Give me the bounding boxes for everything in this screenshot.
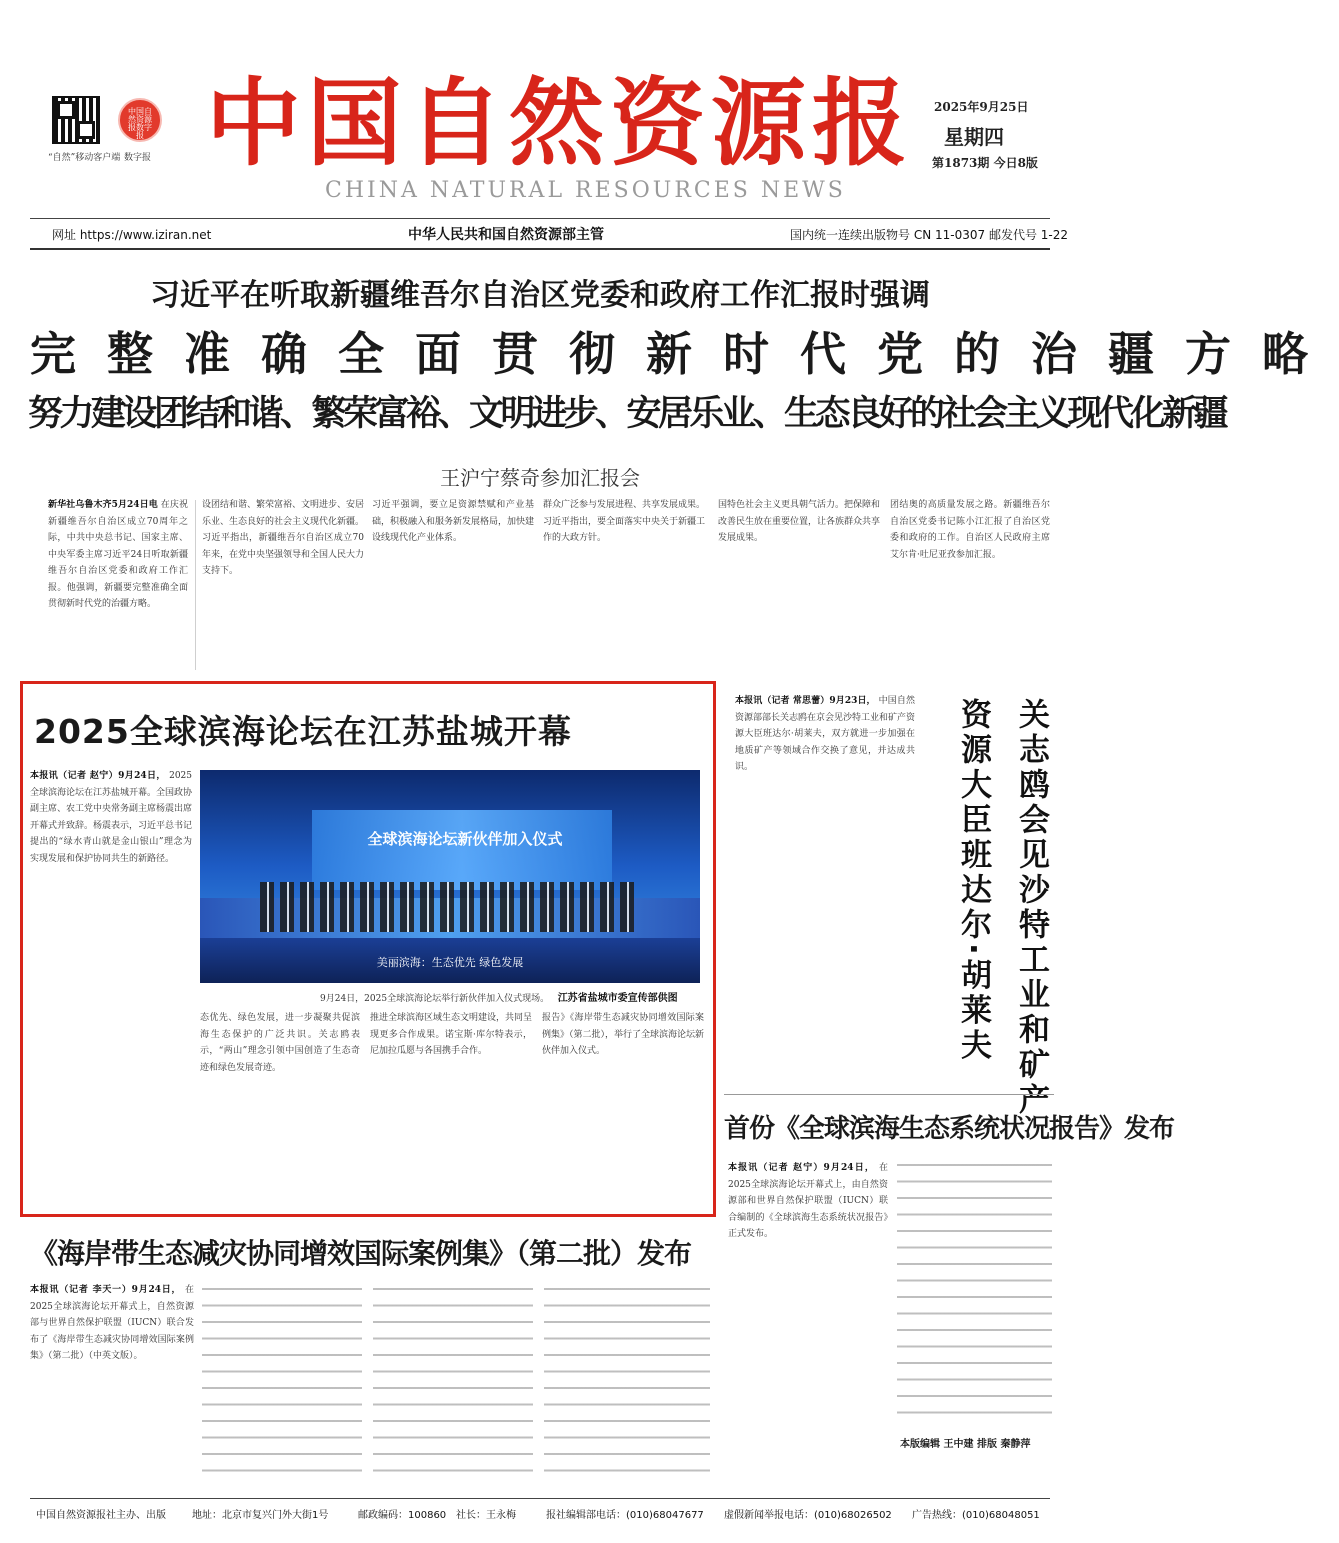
issue-weekday: 星期四	[944, 125, 1004, 149]
forum-column-2	[200, 1010, 360, 1206]
footer-report-phone: 虚假新闻举报电话：(010)68026502	[724, 1510, 892, 1521]
qr-code[interactable]	[52, 96, 100, 144]
footer-ad-phone: 广告热线：(010)68048051	[912, 1510, 1040, 1521]
report-column-2	[897, 1160, 1052, 1422]
photo-guests	[260, 882, 640, 932]
lead-column-2	[202, 497, 364, 669]
lead-column-3	[372, 497, 534, 669]
forum-body-far: 报告》《海岸带生态减灾协同增效国际案例集》（第二批），举行了全球滨海论坛新伙伴加入仪式。	[542, 1013, 705, 1056]
website-url[interactable]: 网址 https://www.iziran.net	[52, 228, 212, 242]
cases-dateline: 本报讯（记者 李天一）9月24日，	[30, 1285, 182, 1295]
lead-column-1	[48, 497, 188, 669]
report-dateline: 本报讯（记者 赵宁）9月24日，	[728, 1163, 875, 1173]
lead-column-1-text: 在庆祝新疆维吾尔自治区成立70周年之际，中共中央总书记、国家主席、中央军委主席习近平24日听取新疆维吾尔自治区党委和政府工作汇报。他强调，新疆要完整准确全面贯彻新时代党的治疆方略。	[48, 500, 188, 609]
footer-postcode: 邮政编码：100860	[358, 1510, 447, 1521]
photo-stage-slogan: 美丽滨海：生态优先 绿色发展	[376, 956, 524, 969]
cases-column-1	[30, 1282, 194, 1492]
lead-column-4	[543, 497, 705, 669]
badge-text: 中国自然资源报数字报	[128, 107, 152, 140]
forum-body-left: 2025全球滨海论坛在江苏盐城开幕。全国政协副主席、农工党中央常务副主席杨震出席开幕式并致辞。杨震表示，习近平总书记提出的“绿水青山就是金山银山”理念为实现发展和保护协同共生的新路径。	[30, 771, 193, 864]
photo-led-screen	[312, 810, 612, 890]
issue-number: 第1873期 今日8版	[932, 156, 1038, 170]
forum-column-3	[370, 1010, 532, 1206]
lead-column-5-text: 国特色社会主义更具朝气活力。把保障和改善民生放在重要位置，让各族群众共享发展成果。	[718, 500, 881, 543]
lead-column-6-text: 团结奥的高质量发展之路。新疆维吾尔自治区党委书记陈小江汇报了自治区党委和政府的工作。自治区人民政府主席艾尔肯·吐尼亚孜参加汇报。	[890, 500, 1050, 560]
lead-column-2-text: 设团结和谐、繁荣富裕、文明进步、安居乐业、生态良好的社会主义现代化新疆。习近平指出，新疆维吾尔自治区成立70年来，在党中央坚强领导和全国人民大力支持下。	[202, 500, 365, 576]
header-rule	[30, 218, 1050, 219]
lead-deck: 王沪宁蔡奇参加汇报会	[440, 466, 640, 490]
forum-column-1	[30, 768, 192, 1206]
saudi-body-text: 中国自然资源部部长关志鸥在京会见沙特工业和矿产资源大臣班达尔·胡莱夫，双方就进一步加强在地质矿产等领域合作交换了意见，并达成共识。	[735, 696, 916, 772]
footer-rule	[30, 1498, 1050, 1499]
photo-screen-title: 全球滨海论坛新伙伴加入仪式	[367, 830, 563, 848]
editor-credit: 本版编辑 王中建 排版 秦静萍	[900, 1439, 1031, 1450]
lead-headline-text: 完整准确全面贯彻新时代党的治疆方略	[30, 327, 1339, 381]
lead-subhead: 努力建设团结和谐、繁荣富裕、文明进步、安居乐业、生态良好的社会主义现代化新疆	[28, 394, 1226, 434]
cases-column-3	[373, 1284, 533, 1484]
forum-photo[interactable]	[200, 770, 700, 983]
cases-column-2	[202, 1284, 362, 1484]
footer-president: 社长：王永梅	[456, 1510, 516, 1521]
photo-credit: 江苏省盐城市委宣传部供图	[557, 993, 678, 1004]
report-body-text: 在2025全球滨海论坛开幕式上，由自然资源部和世界自然保护联盟（IUCN）联合编制的《全球滨海生态系统状况报告》正式发布。	[728, 1163, 888, 1239]
saudi-headline-line-1: 关志鸥会见沙特工业和矿产	[1013, 698, 1049, 1118]
saudi-story-body	[735, 693, 915, 1083]
publication-number: 国内统一连续出版物号 CN 11-0307 邮发代号 1-22	[790, 228, 1068, 242]
saudi-dateline: 本报讯（记者 常思蕾）9月23日，	[735, 696, 876, 706]
cases-column-4	[544, 1284, 710, 1484]
lead-column-3-text: 习近平强调，要立足资源禁赋和产业基础，积极融入和服务新发展格局，加快建设线现代化产业体系。	[372, 500, 535, 543]
forum-headline[interactable]: 2025全球滨海论坛在江苏盐城开幕	[34, 712, 572, 751]
lead-column-6	[890, 497, 1050, 669]
cases-body-text: 在2025全球滨海论坛开幕式上，自然资源部与世界自然保护联盟（IUCN）联合发布了《海岸带生态减灾协同增效国际案例集》（第二批）（中英文版）。	[30, 1285, 194, 1361]
header-rule-bottom	[30, 248, 1050, 250]
footer-publisher: 中国自然资源报社主办、出版	[36, 1510, 166, 1521]
forum-dateline: 本报讯（记者 赵宁）9月24日，	[30, 771, 166, 781]
section-divider	[724, 1094, 1054, 1095]
lead-headline[interactable]	[30, 318, 1339, 384]
cases-headline[interactable]: 《海岸带生态减灾协同增效国际案例集》（第二批）发布	[30, 1237, 692, 1270]
date-block	[932, 98, 1052, 171]
column-divider	[195, 500, 196, 670]
digital-edition-label: 数字报	[124, 153, 152, 163]
newspaper-title: 中国自然资源报	[206, 68, 914, 179]
report-column-1	[728, 1160, 888, 1430]
photo-caption	[320, 989, 678, 1004]
forum-body-mid: 态优先、绿色发展，进一步凝聚共促滨海生态保护的广泛共识。关志鸥表示，“两山”理念引领中国创造了生态奇迹和绿色发展奇迹。	[200, 1013, 360, 1073]
forum-column-4	[542, 1010, 704, 1206]
footer-desk-phone: 报社编辑部电话：(010)68047677	[546, 1510, 704, 1521]
digital-edition-badge[interactable]	[118, 98, 162, 142]
lead-column-4-text: 群众广泛参与发展进程、共享发展成果。习近平指出，要全面落实中央关于新疆工作的大政方针。	[543, 500, 706, 543]
issue-date: 2025年9月25日	[934, 100, 1029, 114]
qr-caption: “自然”移动客户端	[48, 153, 121, 163]
photo-caption-text: 9月24日，2025全球滨海论坛举行新伙伴加入仪式现场。	[320, 994, 550, 1004]
lead-kicker[interactable]: 习近平在听取新疆维吾尔自治区党委和政府工作汇报时强调	[150, 278, 930, 313]
forum-body-right: 推进全球滨海区域生态文明建设，共同呈现更多合作成果。诺宝斯·库尔特表示，尼加拉瓜愿与各国携手合作。	[370, 1013, 533, 1056]
sponsor-line: 中华人民共和国自然资源部主管	[408, 227, 604, 243]
lead-column-5	[718, 497, 880, 669]
newspaper-title-english: CHINA NATURAL RESOURCES NEWS	[325, 178, 846, 203]
saudi-headline-line-2: 资源大臣班达尔·胡莱夫	[955, 698, 991, 1064]
footer-address: 地址：北京市复兴门外大街1号	[192, 1510, 329, 1521]
report-headline[interactable]: 首份《全球滨海生态系统状况报告》发布	[724, 1114, 1175, 1144]
lead-dateline: 新华社乌鲁木齐5月24日电	[48, 500, 158, 510]
